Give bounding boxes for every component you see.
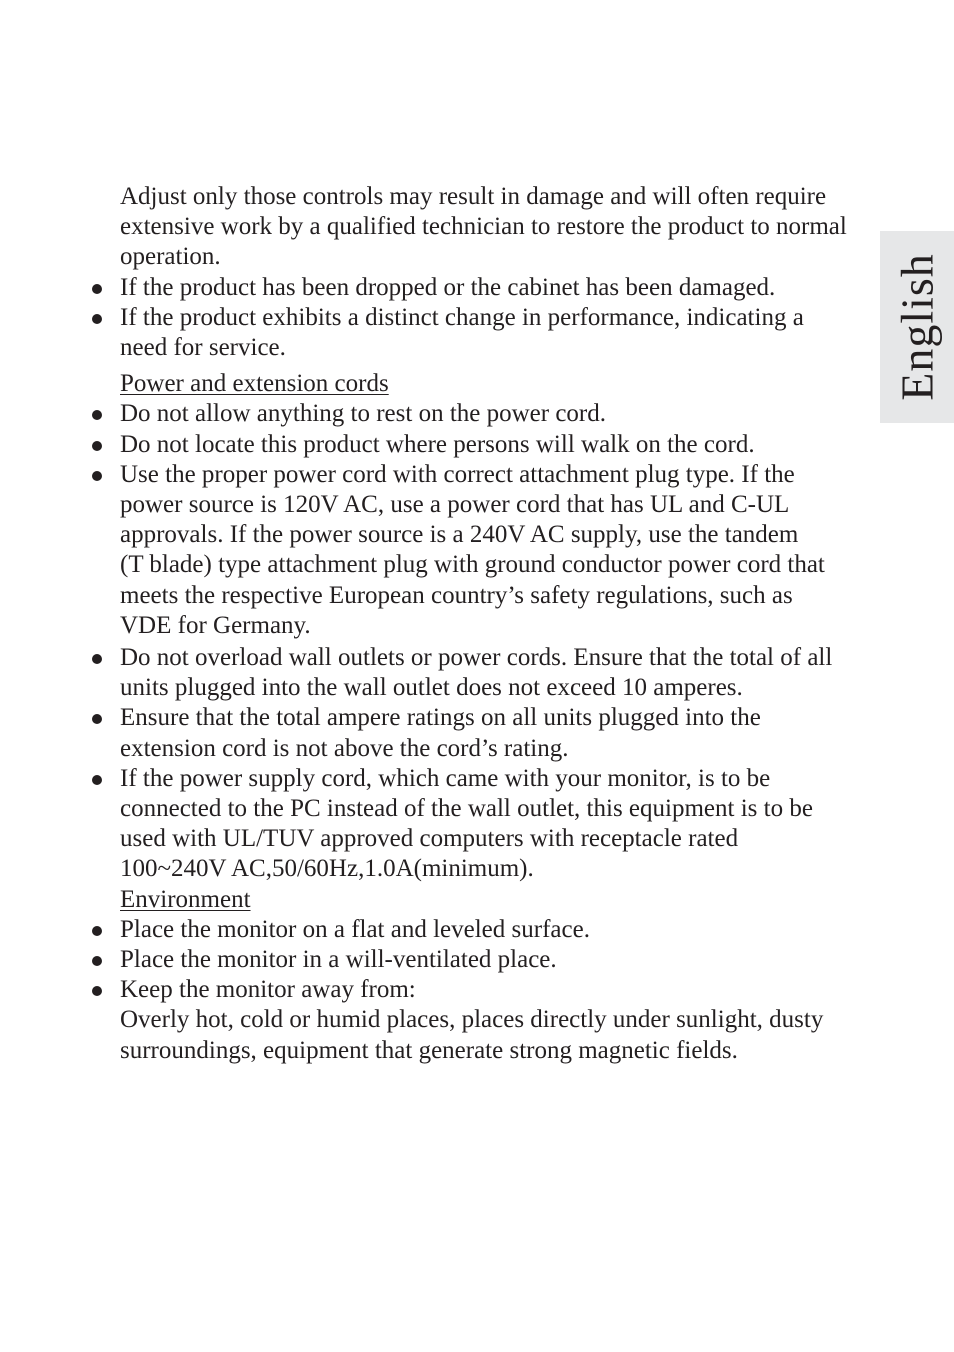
text-line: extension cord is not above the cord’s rating. bbox=[120, 734, 569, 762]
list-item bbox=[120, 430, 900, 460]
text-line: VDE for Germany. bbox=[120, 611, 311, 639]
bullet-icon bbox=[92, 471, 102, 481]
bullet-icon bbox=[92, 956, 102, 966]
text-line: Use the proper power cord with correct attachment plug type. If the bbox=[120, 460, 795, 488]
bullet-icon bbox=[92, 314, 102, 324]
text-line: Keep the monitor away from: bbox=[120, 976, 416, 1004]
language-tab-label: English bbox=[891, 253, 943, 401]
text-line: Do not locate this product where persons will walk on the cord. bbox=[120, 430, 755, 458]
text-line: used with UL/TUV approved computers with receptacle rated bbox=[120, 825, 739, 853]
text-line: Do not allow anything to rest on the power cord. bbox=[120, 400, 607, 428]
text-line: units plugged into the wall outlet does not exceed 10 amperes. bbox=[120, 674, 743, 702]
list-item bbox=[120, 975, 900, 1066]
list-item bbox=[120, 703, 900, 763]
list-item bbox=[120, 303, 900, 363]
text-line: 100~240V AC,50/60Hz,1.0A(minimum). bbox=[120, 855, 534, 883]
bullet-icon bbox=[92, 714, 102, 724]
text-line: connected to the PC instead of the wall outlet, this equipment is to be bbox=[120, 795, 813, 823]
text-line: Adjust only those controls may result in damage and will often require bbox=[120, 183, 827, 210]
text-line: If the product has been dropped or the cabinet has been damaged. bbox=[120, 273, 776, 301]
bullet-icon bbox=[92, 284, 102, 294]
list-item bbox=[120, 945, 900, 975]
text-line: operation. bbox=[120, 243, 221, 271]
list-item bbox=[120, 643, 900, 703]
bullet-icon bbox=[92, 441, 102, 451]
text-line: Overly hot, cold or humid places, places directly under sunlight, dusty bbox=[120, 1006, 824, 1034]
text-line: (T blade) type attachment plug with ground conductor power cord that bbox=[120, 551, 825, 579]
text-line: If the product exhibits a distinct change in performance, indicating a bbox=[120, 303, 804, 331]
list-item bbox=[120, 764, 900, 885]
bullet-icon bbox=[92, 775, 102, 785]
list-item bbox=[120, 399, 900, 429]
text-line: surroundings, equipment that generate strong magnetic fields. bbox=[120, 1036, 738, 1064]
text-line: need for service. bbox=[120, 334, 286, 362]
bullet-icon bbox=[92, 654, 102, 664]
text-line: Place the monitor in a will-ventilated place. bbox=[120, 946, 557, 974]
list-item bbox=[120, 915, 900, 945]
bullet-icon bbox=[92, 986, 102, 996]
intro-paragraph bbox=[120, 182, 900, 273]
text-line: Ensure that the total ampere ratings on all units plugged into the bbox=[120, 704, 761, 732]
text-line: extensive work by a qualified technician to restore the product to normal bbox=[120, 213, 847, 241]
bullet-icon bbox=[92, 926, 102, 936]
text-line: Do not overload wall outlets or power cords. Ensure that the total of all bbox=[120, 644, 833, 672]
list-item bbox=[120, 460, 900, 641]
text-line: If the power supply cord, which came with your monitor, is to be bbox=[120, 764, 771, 792]
section-heading-power: Power and extension cords bbox=[120, 370, 389, 398]
bullet-icon bbox=[92, 410, 102, 420]
list-item bbox=[120, 273, 900, 303]
text-line: approvals. If the power source is a 240V AC supply, use the tandem bbox=[120, 521, 799, 549]
text-line: Place the monitor on a flat and leveled surface. bbox=[120, 915, 590, 943]
page-content bbox=[120, 182, 900, 1066]
text-line: meets the respective European country’s safety regulations, such as bbox=[120, 581, 793, 609]
section-heading-environment: Environment bbox=[120, 885, 251, 913]
text-line: power source is 120V AC, use a power cord that has UL and C-UL bbox=[120, 491, 790, 519]
